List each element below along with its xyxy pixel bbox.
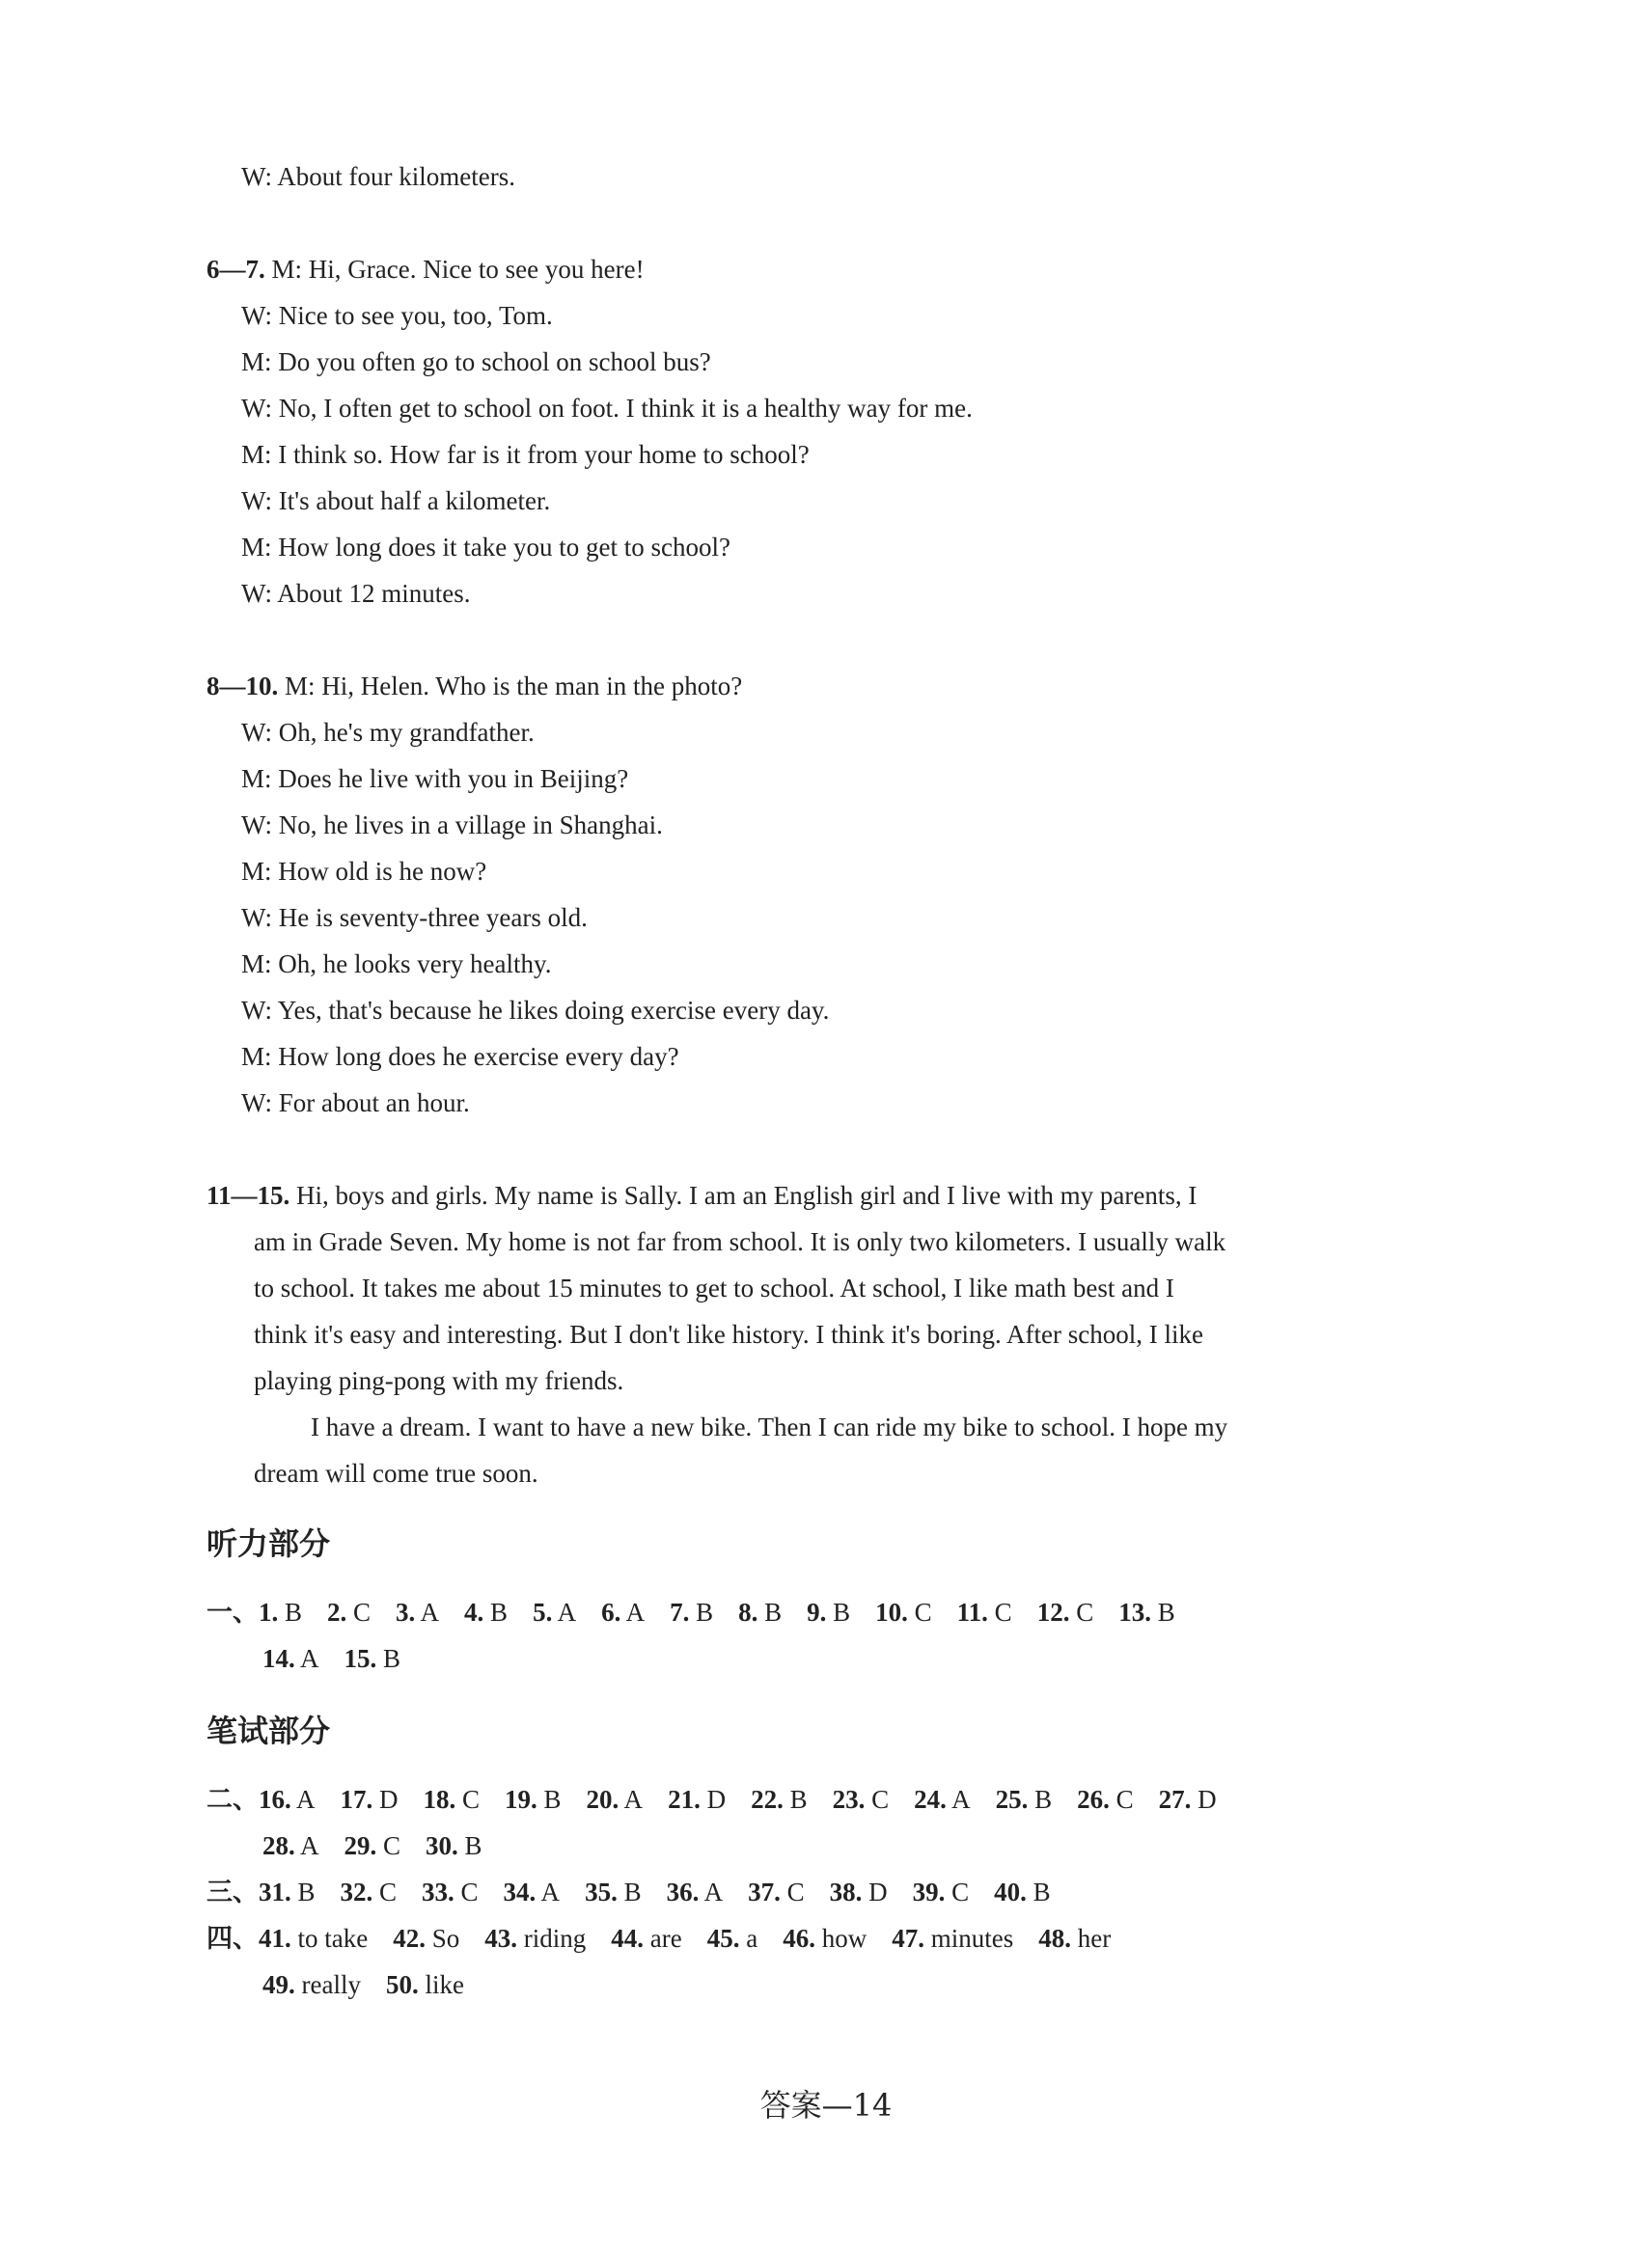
answer-row-part4 [206,1922,1136,1956]
answer-item [327,1596,371,1629]
answer-item [344,1642,401,1675]
answer-number: 39. [912,1878,946,1906]
dialogue-line: W: About four kilometers. [241,162,515,191]
answer-value: are [644,1924,682,1953]
answer-number: 28. [262,1831,295,1860]
answer-item [751,1783,808,1816]
answer-number: 30. [426,1831,458,1860]
answer-item [262,1642,319,1675]
answer-item [668,1783,726,1816]
answer-number: 38. [829,1878,863,1906]
answer-value: A [415,1598,440,1627]
passage-text: Hi, boys and girls. My name is Sally. I am an English girl and I live with my parents, I [296,1181,1198,1210]
dialogue-line: W: No, I often get to school on foot. I think it is a healthy way for me. [241,394,973,423]
answer-number: 21. [668,1785,701,1814]
answer-number: 19. [505,1785,537,1814]
part-label: 三、 [206,1878,259,1907]
answer-number: 35. [585,1878,618,1906]
answer-item [341,1876,398,1908]
answer-item [707,1922,757,1955]
answer-number: 14. [262,1644,295,1673]
answer-number: 13. [1118,1598,1151,1627]
dialogue-line: M: I think so. How far is it from your home to school? [241,440,810,469]
answer-value: C [945,1878,970,1906]
answer-item [830,1876,888,1908]
answer-value: a [739,1924,758,1953]
passage-line: I have a dream. I want to have a new bike. Then I can ride my bike to school. I hope my [311,1412,1228,1441]
dialogue-line: W: About 12 minutes. [241,579,471,608]
answer-value: C [907,1598,932,1627]
dialogue-line: W: Oh, he's my grandfather. [241,718,535,747]
answer-item [748,1876,805,1908]
answer-value: B [1028,1785,1053,1814]
answer-value: D [1191,1785,1217,1814]
answer-value: minutes [923,1924,1014,1953]
answer-item [259,1596,302,1629]
section-heading-listening: 听力部分 [206,1525,331,1562]
answer-item [914,1783,971,1816]
answer-value: C [1069,1598,1094,1627]
answer-value: D [372,1785,399,1814]
answer-value: C [987,1598,1012,1627]
answer-item [424,1783,481,1816]
answer-value: A [699,1878,724,1906]
answer-number: 42. [393,1924,426,1953]
dialogue-line: M: How old is he now? [241,857,487,886]
passage-line: dream will come true soon. [254,1459,538,1488]
answer-value: C [454,1878,479,1906]
answer-value: B [783,1785,808,1814]
answer-item [1037,1596,1094,1629]
answer-item [1038,1922,1111,1955]
answer-value: D [862,1878,888,1906]
answer-item [738,1596,782,1629]
passage-line: am in Grade Seven. My home is not far from school. It is only two kilometers. I usually walk [254,1227,1226,1256]
answer-value: to take [290,1924,369,1953]
answer-value: B [457,1831,482,1860]
answer-item [259,1783,316,1816]
answer-item [396,1596,439,1629]
answer-item [587,1783,644,1816]
answer-value: B [826,1598,851,1627]
answer-item [670,1596,713,1629]
answer-item [464,1596,508,1629]
dialogue-line: W: He is seventy-three years old. [241,903,588,932]
answer-item [913,1876,970,1908]
answer-value: riding [517,1924,587,1953]
answer-item [833,1783,890,1816]
answer-item [957,1596,1012,1629]
answer-number: 27. [1158,1785,1192,1814]
answer-value: A [552,1598,577,1627]
answer-number: 18. [423,1785,456,1814]
dialogue-line: M: Hi, Grace. Nice to see you here! [271,255,645,284]
dialogue-6-7-first-line [206,253,645,286]
answer-row-part1 [206,1596,1200,1630]
answer-number: 37. [748,1878,781,1906]
dialogue-line: M: Hi, Helen. Who is the man in the photo? [285,672,743,700]
answer-number: 6. [601,1598,621,1627]
passage-line: playing ping-pong with my friends. [254,1366,624,1395]
answer-value: B [757,1598,783,1627]
answer-number: 46. [783,1924,815,1953]
answer-number: 41. [259,1924,291,1953]
answer-value: B [1150,1598,1175,1627]
dialogue-line: W: Yes, that's because he likes doing exercise every day. [241,996,830,1025]
answer-row-part4-cont [262,1968,489,2001]
answer-value: B [617,1878,642,1906]
answer-value: So [425,1924,460,1953]
answer-number: 11. [956,1598,988,1627]
answer-item [1159,1783,1217,1816]
answer-item [807,1596,850,1629]
answer-row-part2-cont [262,1829,508,1862]
page-number: 答案—14 [759,2087,893,2124]
answer-value: A [946,1785,971,1814]
question-label: 8—10. [206,672,279,700]
answer-item [341,1783,399,1816]
answer-row-part2 [206,1783,1242,1817]
answer-item [667,1876,724,1908]
answer-item [259,1876,316,1908]
question-label: 11—15. [206,1181,290,1210]
dialogue-line: M: Do you often go to school on school bus? [241,347,711,376]
answer-number: 26. [1077,1785,1110,1814]
answer-value: C [376,1831,401,1860]
passage-first-line [206,1179,1197,1212]
answer-number: 7. [670,1598,690,1627]
answer-value: A [536,1878,561,1906]
answer-number: 43. [484,1924,518,1953]
part-label: 一、 [206,1598,259,1628]
answer-item [393,1922,459,1955]
dialogue-line: W: For about an hour. [241,1088,470,1117]
answer-value: A [294,1831,319,1860]
answer-number: 34. [503,1878,537,1906]
answer-value: A [290,1785,316,1814]
answer-value: B [537,1785,562,1814]
answer-item [996,1783,1053,1816]
answer-value: her [1070,1924,1112,1953]
answer-value: C [455,1785,481,1814]
answer-row-part3 [206,1876,1076,1909]
answer-number: 36. [666,1878,700,1906]
answer-item [504,1876,561,1908]
answer-value: C [780,1878,805,1906]
answer-number: 15. [344,1644,377,1673]
dialogue-8-10-first-line [206,670,742,702]
answer-list [259,1785,1242,1814]
answer-number: 9. [807,1598,827,1627]
answer-item [994,1876,1051,1908]
answer-item [386,1968,464,2001]
answer-number: 24. [914,1785,947,1814]
answer-number: 40. [994,1878,1027,1906]
answer-value: C [372,1878,398,1906]
answer-number: 10. [875,1598,908,1627]
dialogue-line: M: How long does it take you to get to school? [241,533,730,562]
answer-number: 49. [262,1970,295,1999]
answer-number: 8. [738,1598,758,1627]
answer-number: 32. [340,1878,373,1906]
answer-item [875,1596,932,1629]
answer-value: C [1109,1785,1134,1814]
dialogue-line: W: It's about half a kilometer. [241,486,551,515]
answer-value: really [294,1970,361,1999]
answer-item [426,1829,482,1862]
answer-number: 22. [751,1785,784,1814]
answer-item [422,1876,479,1908]
answer-number: 47. [892,1924,924,1953]
dialogue-line: M: How long does he exercise every day? [241,1042,679,1071]
answer-number: 20. [586,1785,620,1814]
answer-list [259,1598,1200,1627]
answer-number: 3. [396,1598,416,1627]
answer-value: B [376,1644,401,1673]
answer-list [259,1878,1076,1906]
answer-number: 50. [385,1970,419,1999]
part-label: 二、 [206,1785,259,1815]
answer-item [262,1968,361,2001]
answer-number: 17. [340,1785,373,1814]
answer-item [344,1829,401,1862]
answer-number: 16. [259,1785,291,1814]
answer-value: B [689,1598,714,1627]
part-label: 四、 [206,1924,259,1954]
answer-list [262,1644,426,1673]
answer-value: A [620,1598,646,1627]
answer-list [262,1831,508,1860]
answer-item [533,1596,576,1629]
answer-number: 31. [259,1878,291,1906]
answer-value: C [346,1598,372,1627]
answer-list [259,1924,1136,1953]
answer-item [585,1876,642,1908]
answer-list [262,1970,489,1999]
section-heading-written: 笔试部分 [206,1713,331,1749]
answer-item [484,1922,586,1955]
answer-item [601,1596,645,1629]
answer-value: C [865,1785,890,1814]
dialogue-line: W: Nice to see you, too, Tom. [241,301,553,330]
answer-number: 44. [611,1924,645,1953]
answer-item [1118,1596,1175,1629]
passage-line: to school. It takes me about 15 minutes to get to school. At school, I like math best and I [254,1274,1174,1303]
answer-value: how [814,1924,867,1953]
dialogue-line: M: Does he live with you in Beijing? [241,764,629,793]
answer-item [1077,1783,1134,1816]
answer-item [783,1922,867,1955]
question-label: 6—7. [206,255,265,284]
answer-value: A [294,1644,319,1673]
passage-line: think it's easy and interesting. But I don't like history. I think it's boring. After school, I like [254,1320,1203,1349]
answer-number: 48. [1038,1924,1071,1953]
answer-value: D [700,1785,727,1814]
answer-number: 12. [1036,1598,1070,1627]
answer-number: 5. [533,1598,553,1627]
answer-value: A [619,1785,644,1814]
answer-number: 1. [259,1598,279,1627]
answer-value: B [278,1598,303,1627]
answer-value: B [1026,1878,1051,1906]
answer-item [262,1829,319,1862]
answer-number: 4. [464,1598,484,1627]
answer-number: 45. [706,1924,740,1953]
answer-number: 33. [422,1878,454,1906]
answer-item [611,1922,681,1955]
answer-item [892,1922,1013,1955]
answer-number: 25. [995,1785,1029,1814]
answer-value: like [418,1970,464,1999]
answer-row-part1-cont [262,1642,426,1675]
dialogue-line: W: No, he lives in a village in Shanghai. [241,810,663,839]
answer-number: 23. [832,1785,866,1814]
answer-item [259,1922,368,1955]
answer-item [505,1783,562,1816]
dialogue-line: M: Oh, he looks very healthy. [241,949,552,978]
answer-number: 2. [327,1598,347,1627]
answer-value: B [483,1598,509,1627]
answer-value: B [290,1878,316,1906]
answer-number: 29. [344,1831,377,1860]
